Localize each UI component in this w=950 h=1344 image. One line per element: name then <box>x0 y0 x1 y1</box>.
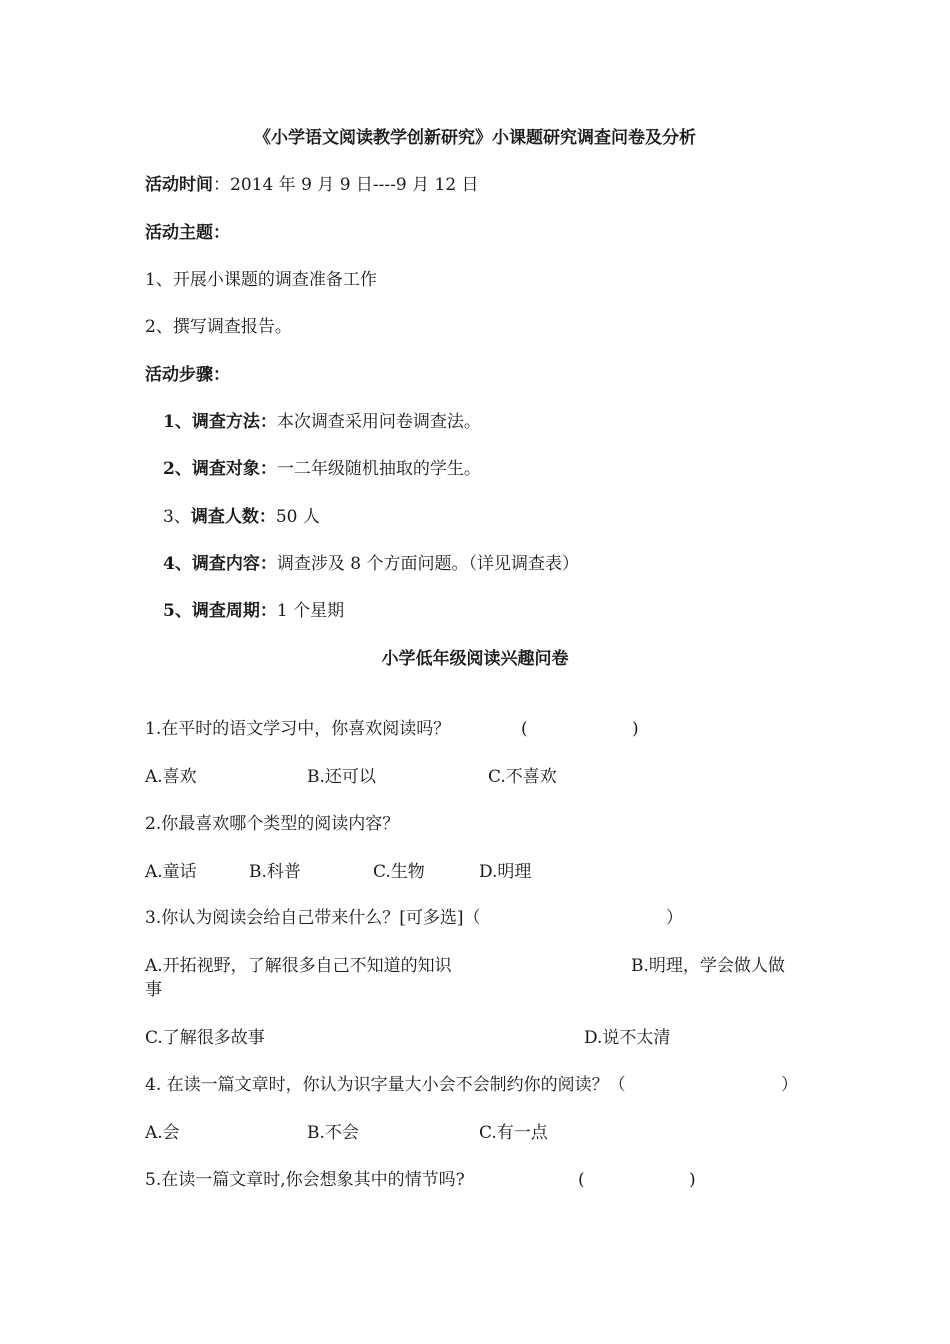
step-label: 调查内容： <box>191 554 277 574</box>
q4-option-c: C.有一点 <box>479 1123 548 1143</box>
q1-option-a: A.喜欢 <box>145 767 197 787</box>
answer-paren-open: ( <box>578 1170 585 1190</box>
q3-option-b-continued: 事 <box>145 980 162 1000</box>
step-num: 1、 <box>163 412 192 432</box>
q2-option-a: A.童话 <box>145 862 197 882</box>
step-num: 4、 <box>163 554 192 574</box>
q3-option-c: C.了解很多故事 <box>145 1028 265 1048</box>
q1-option-c: C.不喜欢 <box>488 767 557 787</box>
step-label: 调查周期： <box>191 601 277 621</box>
activity-time <box>145 174 479 196</box>
question-3: 3.你认为阅读会给自己带来什么？[可多选]（ <box>145 908 481 928</box>
step-item-5 <box>163 600 344 622</box>
question-5: 5.在读一篇文章时,你会想象其中的情节吗? <box>145 1170 465 1190</box>
q3-option-a: A.开拓视野，了解很多自己不知道的知识 <box>145 956 452 976</box>
activity-steps-label: 活动步骤： <box>145 365 230 385</box>
step-label: 调查对象： <box>191 459 277 479</box>
q2-option-c: C.生物 <box>373 862 425 882</box>
activity-theme-label: 活动主题： <box>145 223 230 243</box>
q1-option-b: B.还可以 <box>307 767 376 787</box>
step-num: 3、 <box>163 507 191 527</box>
activity-time-value: ：2014 年 9 月 9 日----9 月 12 日 <box>213 175 479 195</box>
step-item-1 <box>163 411 481 433</box>
question-1: 1.在平时的语文学习中，你喜欢阅读吗？ <box>145 719 451 739</box>
q3-option-b: B.明理，学会做人做 <box>631 956 785 976</box>
step-item-2 <box>163 458 481 480</box>
answer-paren-close: ） <box>666 908 683 928</box>
theme-item-2: 2、撰写调查报告。 <box>145 317 292 337</box>
step-value: 50 人 <box>275 507 320 527</box>
question-2: 2.你最喜欢哪个类型的阅读内容？ <box>145 814 400 834</box>
step-value: 调查涉及 8 个方面问题。（详见调查表） <box>276 554 579 574</box>
answer-paren-close: ) <box>689 1170 696 1190</box>
document-title: 《小学语文阅读教学创新研究》小课题研究调查问卷及分析 <box>254 128 696 148</box>
step-label: 调查方法： <box>191 412 277 432</box>
q2-option-d: D.明理 <box>479 862 532 882</box>
answer-paren-close: ） <box>781 1075 798 1095</box>
survey-title: 小学低年级阅读兴趣问卷 <box>381 649 569 669</box>
answer-paren-close: ) <box>632 719 639 739</box>
theme-item-1: 1、开展小课题的调查准备工作 <box>145 270 377 290</box>
step-item-3 <box>163 506 320 528</box>
q4-option-a: A.会 <box>145 1123 180 1143</box>
question-4: 4. 在读一篇文章时，你认为识字量大小会不会制约你的阅读？（ <box>145 1075 626 1095</box>
step-value: 本次调查采用问卷调查法。 <box>276 412 481 432</box>
step-value: 一二年级随机抽取的学生。 <box>276 459 481 479</box>
activity-time-label: 活动时间 <box>145 175 213 195</box>
step-item-4 <box>163 553 579 575</box>
step-value: 1 个星期 <box>276 601 345 621</box>
q3-option-d: D.说不太清 <box>584 1028 671 1048</box>
step-label: 调查人数： <box>190 507 276 527</box>
step-num: 5、 <box>163 601 192 621</box>
answer-paren-open: ( <box>521 719 528 739</box>
q4-option-b: B.不会 <box>307 1123 359 1143</box>
step-num: 2、 <box>163 459 192 479</box>
q2-option-b: B.科普 <box>249 862 301 882</box>
